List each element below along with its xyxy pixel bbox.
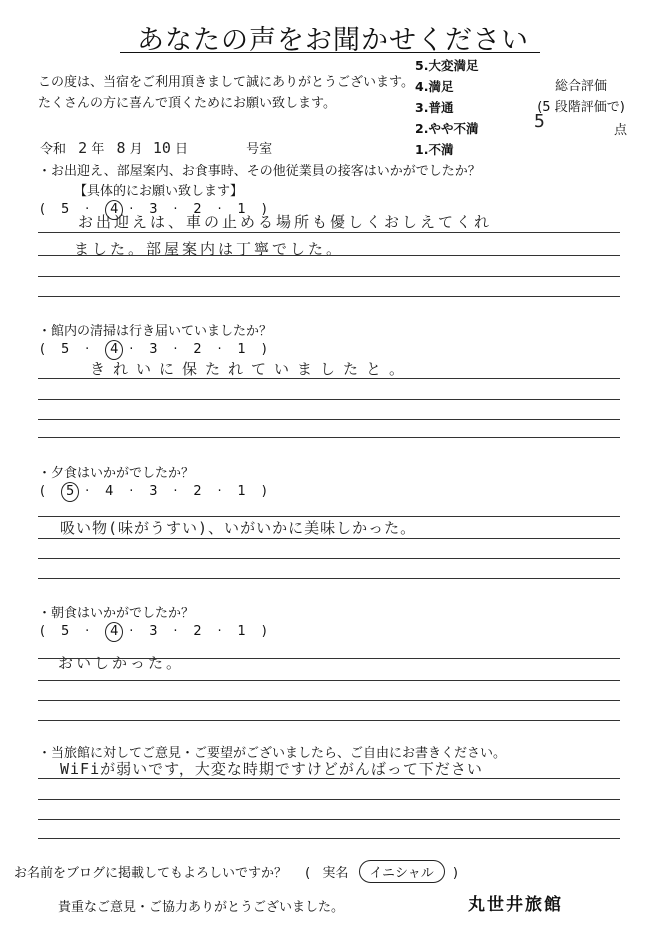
q5-line-3 <box>38 819 620 820</box>
q4-answer-line-1[interactable]: おいしかった。 <box>58 654 185 672</box>
scale-4: 4.満足 <box>415 79 454 94</box>
thanks-text: 貴重なご意見・ご協力ありがとうございました。 <box>58 900 345 915</box>
q2-option-5[interactable]: 5 <box>60 342 70 357</box>
room-label: 号室 <box>246 142 273 157</box>
q2-option-3[interactable]: 3 <box>149 342 158 357</box>
q4-line-2 <box>38 680 620 681</box>
date-month-label: 月 <box>129 142 143 157</box>
q4-option-2[interactable]: 2 <box>193 624 202 639</box>
q3-line-3 <box>38 558 620 559</box>
q2-line-3 <box>38 419 620 420</box>
q1-answer-line-1[interactable]: お出迎えは、車の止める場所も優しくおしえてくれ <box>78 213 493 231</box>
blog-option-initial-selected[interactable]: イニシャル <box>359 860 445 883</box>
q1-line-4 <box>38 296 620 297</box>
q3-option-4[interactable]: 4 <box>105 484 114 499</box>
scale-2: 2.やや不満 <box>415 121 479 136</box>
q4-option-1[interactable]: 1 <box>237 624 246 639</box>
date-day-label: 日 <box>175 142 189 157</box>
q5-question: ・当旅館に対してご意見・ご要望がございましたら、ご自由にお書きください。 <box>38 746 507 761</box>
q3-rating[interactable]: ( 5 · 4 · 3 · 2 · 1 ) <box>40 482 267 502</box>
q2-question: ・館内の清掃は行き届いていましたか？ <box>38 324 273 339</box>
q2-line-4 <box>38 437 620 438</box>
intro-line-2: たくさんの方に喜んで頂くためにお願い致します。 <box>38 96 336 111</box>
q3-answer-line-1[interactable]: 吸い物(味がうすい)、いがいかに美味しかった。 <box>60 519 417 537</box>
overall-sub: (5 段階評価で) <box>537 100 625 115</box>
date-year-label: 年 <box>91 142 105 157</box>
q1-line-2 <box>38 255 620 256</box>
date-era: 令和 <box>40 142 67 157</box>
overall-label: 総合評価 <box>554 79 607 94</box>
overall-score-unit: 点 <box>614 123 628 138</box>
rating-scale-legend <box>415 55 478 160</box>
overall-score-value[interactable]: 5 <box>534 111 545 132</box>
q5-line-1 <box>38 778 620 779</box>
q3-question: ・夕食はいかがでしたか？ <box>38 466 195 481</box>
q1-rating[interactable]: ( 5 · 4 · 3 · 2 · 1 ) <box>40 200 267 220</box>
q2-line-1 <box>38 378 620 379</box>
inn-name: 丸世井旅館 <box>468 895 563 915</box>
q1-prompt: 【具体的にお願い致します】 <box>74 184 244 199</box>
scale-5: 5.大変満足 <box>415 58 479 73</box>
q2-option-4-selected[interactable]: 4 <box>89 340 129 360</box>
title-underline <box>120 52 540 53</box>
q2-option-1[interactable]: 1 <box>237 342 246 357</box>
q1-option-1[interactable]: 1 <box>237 202 246 217</box>
q2-answer-line-1[interactable]: きれいに保たれていましたと。 <box>90 360 413 378</box>
stay-date <box>40 138 272 157</box>
q1-answer-line-2[interactable]: ました。部屋案内は丁寧でした。 <box>74 240 345 258</box>
intro-text <box>38 72 414 114</box>
q2-option-2[interactable]: 2 <box>193 342 202 357</box>
date-day-value[interactable]: 10 <box>152 139 171 157</box>
q3-line-4 <box>38 578 620 579</box>
q3-option-1[interactable]: 1 <box>237 484 246 499</box>
q1-line-3 <box>38 276 620 277</box>
q5-answer-line-1[interactable]: WiFiが弱いです，大変な時期ですけどがんばって下ださい <box>60 760 483 778</box>
q4-option-3[interactable]: 3 <box>149 624 158 639</box>
q2-rating[interactable]: ( 5 · 4 · 3 · 2 · 1 ) <box>40 340 267 360</box>
form-title: あなたの声をお聞かせください <box>137 25 529 56</box>
q4-rating[interactable]: ( 5 · 4 · 3 · 2 · 1 ) <box>40 622 267 642</box>
q1-option-3[interactable]: 3 <box>149 202 158 217</box>
date-year-value[interactable]: 2 <box>78 139 88 157</box>
q4-line-1 <box>38 658 620 659</box>
q3-option-2[interactable]: 2 <box>193 484 202 499</box>
q3-line-2 <box>38 538 620 539</box>
q1-option-4-selected[interactable]: 4 <box>89 200 129 220</box>
blog-option-real-name[interactable]: 実名 <box>322 866 349 881</box>
q1-option-5[interactable]: 5 <box>60 202 70 217</box>
intro-line-1: この度は、当宿をご利用頂きまして誠にありがとうございます。 <box>38 75 414 90</box>
q4-question: ・朝食はいかがでしたか？ <box>38 606 195 621</box>
q1-line-1 <box>38 232 620 233</box>
scale-3: 3.普通 <box>415 100 454 115</box>
q4-option-5[interactable]: 5 <box>60 624 70 639</box>
q4-line-3 <box>38 700 620 701</box>
q5-line-4 <box>38 838 620 839</box>
q1-question: ・お出迎え、部屋案内、お食事時、その他従業員の接客はいかがでしたか？ <box>38 164 481 179</box>
q5-line-2 <box>38 799 620 800</box>
q2-line-2 <box>38 399 620 400</box>
scale-1: 1.不満 <box>415 142 454 157</box>
date-month-value[interactable]: 8 <box>116 139 126 157</box>
blog-question: お名前をブログに掲載してもよろしいですか？ <box>14 866 288 881</box>
q4-line-4 <box>38 720 620 721</box>
q3-option-3[interactable]: 3 <box>149 484 158 499</box>
blog-permission: お名前をブログに掲載してもよろしいですか？ ( 実名 イニシャル ) <box>14 860 458 883</box>
q4-option-4-selected[interactable]: 4 <box>89 622 129 642</box>
q3-line-1 <box>38 516 620 517</box>
q3-option-5-selected[interactable]: 5 <box>45 482 85 502</box>
q1-option-2[interactable]: 2 <box>193 202 202 217</box>
